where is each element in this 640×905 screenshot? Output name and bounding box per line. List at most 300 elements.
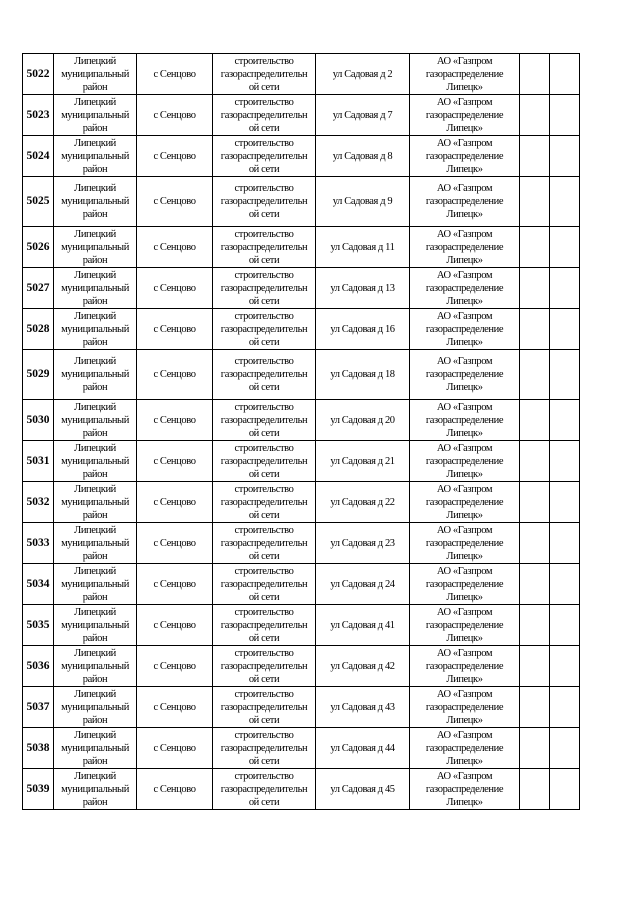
district-cell-line: район (82, 382, 108, 393)
organization-cell (410, 728, 520, 769)
object-cell (213, 482, 316, 523)
organization-cell (410, 769, 520, 810)
organization-cell-line: АО «Газпром (436, 524, 493, 536)
empty-cell (520, 227, 550, 268)
district-cell-line: муниципальный (61, 68, 129, 80)
organization-cell-line: АО «Газпром (436, 565, 493, 577)
table-row (23, 728, 580, 769)
object-cell-line: газораспределительн (220, 742, 308, 754)
district-cell-line: Липецкий (74, 310, 116, 322)
empty-cell (550, 309, 580, 350)
organization-cell-line: АО «Газпром (436, 688, 493, 700)
empty-cell (520, 268, 550, 309)
object-cell-line: газораспределительн (220, 496, 308, 508)
empty-cell (550, 523, 580, 564)
organization-cell (410, 482, 520, 523)
row-number-cell: 5034 (23, 564, 54, 605)
district-cell-line: Липецкий (74, 524, 116, 536)
district-cell-line: муниципальный (61, 109, 129, 121)
row-number-cell: 5030 (23, 400, 54, 441)
table-row (23, 769, 580, 810)
district-cell-line: Липецкий (74, 606, 116, 618)
district-cell-line: район (82, 295, 108, 307)
empty-cell (550, 728, 580, 769)
district-cell (54, 136, 137, 177)
object-cell-line: ой сети (248, 336, 280, 348)
empty-cell (520, 687, 550, 728)
object-cell-line: строительство (234, 442, 294, 454)
district-cell (54, 482, 137, 523)
district-cell (54, 441, 137, 482)
object-cell-line: ой сети (248, 254, 280, 266)
row-number-cell: 5028 (23, 309, 54, 350)
object-cell-line: газораспределительн (220, 578, 308, 590)
table-row (23, 136, 580, 177)
table-row (23, 309, 580, 350)
row-number-cell: 5029 (23, 350, 54, 400)
object-cell-line: ой сети (248, 591, 280, 603)
district-cell-line: район (82, 714, 108, 726)
village-cell: с Сенцово (137, 605, 213, 646)
empty-cell (520, 350, 550, 400)
district-cell (54, 350, 137, 400)
address-cell: ул Садовая д 45 (316, 769, 410, 810)
table-row (23, 54, 580, 95)
organization-cell-line: газораспределение (425, 109, 504, 121)
village-cell: с Сенцово (137, 309, 213, 350)
district-cell (54, 523, 137, 564)
object-cell-line: строительство (234, 729, 294, 741)
organization-cell-line: Липецк» (446, 755, 483, 767)
village-cell: с Сенцово (137, 687, 213, 728)
organization-cell-line: газораспределение (425, 783, 504, 795)
district-cell (54, 95, 137, 136)
object-cell (213, 309, 316, 350)
empty-cell (520, 482, 550, 523)
object-cell-line: ой сети (248, 209, 280, 220)
object-cell-line: газораспределительн (220, 660, 308, 672)
row-number-cell: 5026 (23, 227, 54, 268)
organization-cell-line: газораспределение (425, 742, 504, 754)
object-cell (213, 523, 316, 564)
object-cell-line: ой сети (248, 382, 280, 393)
organization-cell-line: газораспределение (425, 282, 504, 294)
table-row (23, 646, 580, 687)
district-cell-line: район (82, 673, 108, 685)
organization-cell (410, 523, 520, 564)
empty-cell (550, 769, 580, 810)
organization-cell-line: Липецк» (446, 714, 483, 726)
object-cell-line: ой сети (248, 755, 280, 767)
organization-cell (410, 54, 520, 95)
village-cell: с Сенцово (137, 227, 213, 268)
empty-cell (550, 400, 580, 441)
district-cell-line: район (82, 509, 108, 521)
organization-cell (410, 177, 520, 227)
district-cell-line: Липецкий (74, 483, 116, 495)
empty-cell (520, 605, 550, 646)
village-cell: с Сенцово (137, 646, 213, 687)
table-row (23, 605, 580, 646)
organization-cell-line: Липецк» (446, 382, 483, 393)
row-number-cell: 5022 (23, 54, 54, 95)
empty-cell (550, 687, 580, 728)
object-cell-line: строительство (234, 228, 294, 240)
object-cell-line: строительство (234, 55, 294, 67)
object-cell-line: строительство (234, 356, 294, 367)
object-cell-line: газораспределительн (220, 282, 308, 294)
village-cell: с Сенцово (137, 350, 213, 400)
empty-cell (520, 441, 550, 482)
object-cell (213, 441, 316, 482)
organization-cell (410, 309, 520, 350)
district-cell-line: муниципальный (61, 701, 129, 713)
table-row (23, 95, 580, 136)
organization-cell-line: Липецк» (446, 550, 483, 562)
row-number-cell: 5023 (23, 95, 54, 136)
address-cell: ул Садовая д 2 (316, 54, 410, 95)
organization-cell-line: АО «Газпром (436, 55, 493, 67)
object-cell-line: строительство (234, 401, 294, 413)
empty-cell (550, 605, 580, 646)
object-cell-line: строительство (234, 483, 294, 495)
object-cell-line: строительство (234, 688, 294, 700)
district-cell (54, 728, 137, 769)
village-cell: с Сенцово (137, 400, 213, 441)
empty-cell (550, 95, 580, 136)
district-cell-line: Липецкий (74, 688, 116, 700)
district-cell (54, 400, 137, 441)
object-cell (213, 400, 316, 441)
district-cell-line: Липецкий (74, 183, 116, 194)
organization-cell-line: Липецк» (446, 295, 483, 307)
object-cell-line: строительство (234, 137, 294, 149)
address-cell: ул Садовая д 11 (316, 227, 410, 268)
organization-cell-line: Липецк» (446, 673, 483, 685)
address-cell: ул Садовая д 22 (316, 482, 410, 523)
address-cell: ул Садовая д 18 (316, 350, 410, 400)
object-cell-line: газораспределительн (220, 455, 308, 467)
object-cell-line: ой сети (248, 295, 280, 307)
object-cell-line: газораспределительн (220, 150, 308, 162)
district-cell (54, 564, 137, 605)
row-number-cell: 5038 (23, 728, 54, 769)
organization-cell-line: газораспределение (425, 660, 504, 672)
row-number-cell: 5032 (23, 482, 54, 523)
object-cell (213, 605, 316, 646)
district-cell-line: муниципальный (61, 282, 129, 294)
table-row (23, 687, 580, 728)
object-cell-line: газораспределительн (220, 537, 308, 549)
district-cell-line: муниципальный (61, 323, 129, 335)
row-number-cell: 5027 (23, 268, 54, 309)
organization-cell-line: газораспределение (425, 323, 504, 335)
row-number-cell: 5036 (23, 646, 54, 687)
organization-cell-line: газораспределение (425, 537, 504, 549)
empty-cell (520, 309, 550, 350)
district-cell (54, 605, 137, 646)
object-cell-line: ой сети (248, 714, 280, 726)
district-cell (54, 268, 137, 309)
district-cell (54, 687, 137, 728)
address-cell: ул Садовая д 23 (316, 523, 410, 564)
object-cell-line: ой сети (248, 468, 280, 480)
organization-cell-line: АО «Газпром (436, 183, 493, 194)
district-cell-line: Липецкий (74, 356, 116, 367)
address-cell: ул Садовая д 43 (316, 687, 410, 728)
organization-cell-line: газораспределение (425, 414, 504, 426)
organization-cell (410, 687, 520, 728)
organization-cell-line: АО «Газпром (436, 647, 493, 659)
empty-cell (520, 136, 550, 177)
organization-cell-line: АО «Газпром (436, 770, 493, 782)
village-cell: с Сенцово (137, 268, 213, 309)
empty-cell (550, 482, 580, 523)
district-cell-line: муниципальный (61, 660, 129, 672)
table-row (23, 268, 580, 309)
empty-cell (520, 523, 550, 564)
row-number-cell: 5037 (23, 687, 54, 728)
organization-cell (410, 605, 520, 646)
organization-cell (410, 564, 520, 605)
address-cell: ул Садовая д 44 (316, 728, 410, 769)
address-cell: ул Садовая д 42 (316, 646, 410, 687)
table-row (23, 564, 580, 605)
object-cell-line: строительство (234, 647, 294, 659)
object-cell-line: ой сети (248, 509, 280, 521)
empty-cell (550, 350, 580, 400)
organization-cell-line: АО «Газпром (436, 401, 493, 413)
district-cell-line: Липецкий (74, 228, 116, 240)
object-cell (213, 95, 316, 136)
district-cell (54, 54, 137, 95)
object-cell (213, 268, 316, 309)
object-cell-line: строительство (234, 524, 294, 536)
empty-cell (550, 441, 580, 482)
district-cell-line: район (82, 796, 108, 808)
district-cell-line: Липецкий (74, 729, 116, 741)
object-cell-line: газораспределительн (220, 68, 308, 80)
object-cell-line: газораспределительн (220, 196, 308, 207)
object-cell (213, 227, 316, 268)
object-cell-line: ой сети (248, 163, 280, 175)
district-cell-line: район (82, 755, 108, 767)
address-cell: ул Садовая д 41 (316, 605, 410, 646)
district-cell-line: район (82, 468, 108, 480)
object-cell-line: газораспределительн (220, 369, 308, 380)
organization-cell-line: АО «Газпром (436, 310, 493, 322)
empty-cell (520, 95, 550, 136)
row-number-cell: 5024 (23, 136, 54, 177)
district-cell (54, 177, 137, 227)
village-cell: с Сенцово (137, 482, 213, 523)
object-cell-line: строительство (234, 770, 294, 782)
organization-cell-line: Липецк» (446, 254, 483, 266)
empty-cell (520, 564, 550, 605)
organization-cell-line: Липецк» (446, 796, 483, 808)
object-cell (213, 350, 316, 400)
village-cell: с Сенцово (137, 523, 213, 564)
empty-cell (550, 54, 580, 95)
village-cell: с Сенцово (137, 564, 213, 605)
object-cell-line: ой сети (248, 796, 280, 808)
district-cell-line: район (82, 254, 108, 266)
organization-cell-line: Липецк» (446, 81, 483, 93)
district-cell-line: муниципальный (61, 414, 129, 426)
district-cell-line: муниципальный (61, 369, 129, 380)
district-cell (54, 309, 137, 350)
district-cell-line: муниципальный (61, 196, 129, 207)
object-cell-line: газораспределительн (220, 323, 308, 335)
object-cell-line: ой сети (248, 81, 280, 93)
organization-cell-line: АО «Газпром (436, 356, 493, 367)
district-cell-line: Липецкий (74, 401, 116, 413)
organization-cell-line: АО «Газпром (436, 442, 493, 454)
address-cell: ул Садовая д 24 (316, 564, 410, 605)
object-cell (213, 646, 316, 687)
object-cell (213, 728, 316, 769)
district-cell-line: Липецкий (74, 647, 116, 659)
empty-cell (550, 268, 580, 309)
district-cell-line: район (82, 427, 108, 439)
village-cell: с Сенцово (137, 728, 213, 769)
table-body (23, 54, 580, 810)
organization-cell-line: Липецк» (446, 509, 483, 521)
organization-cell-line: газораспределение (425, 150, 504, 162)
organization-cell (410, 268, 520, 309)
organization-cell-line: АО «Газпром (436, 228, 493, 240)
empty-cell (550, 177, 580, 227)
empty-cell (520, 400, 550, 441)
organization-cell-line: газораспределение (425, 68, 504, 80)
district-cell-line: район (82, 209, 108, 220)
organization-cell (410, 227, 520, 268)
organization-cell-line: Липецк» (446, 632, 483, 644)
organization-cell-line: Липецк» (446, 122, 483, 134)
district-cell-line: муниципальный (61, 578, 129, 590)
address-cell: ул Садовая д 16 (316, 309, 410, 350)
organization-cell (410, 400, 520, 441)
row-number-cell: 5035 (23, 605, 54, 646)
village-cell: с Сенцово (137, 95, 213, 136)
organization-cell-line: Липецк» (446, 209, 483, 220)
object-cell-line: ой сети (248, 673, 280, 685)
district-cell-line: муниципальный (61, 619, 129, 631)
district-cell (54, 769, 137, 810)
organization-cell (410, 646, 520, 687)
organization-cell-line: АО «Газпром (436, 269, 493, 281)
organization-cell-line: АО «Газпром (436, 137, 493, 149)
district-cell-line: район (82, 122, 108, 134)
district-cell-line: Липецкий (74, 269, 116, 281)
object-cell-line: газораспределительн (220, 619, 308, 631)
empty-cell (520, 54, 550, 95)
district-cell-line: муниципальный (61, 537, 129, 549)
object-cell-line: строительство (234, 183, 294, 194)
registry-table (22, 53, 580, 810)
district-cell-line: район (82, 336, 108, 348)
district-cell-line: муниципальный (61, 241, 129, 253)
district-cell-line: район (82, 632, 108, 644)
object-cell (213, 769, 316, 810)
district-cell-line: район (82, 81, 108, 93)
organization-cell-line: АО «Газпром (436, 96, 493, 108)
object-cell-line: газораспределительн (220, 414, 308, 426)
organization-cell-line: АО «Газпром (436, 606, 493, 618)
object-cell (213, 54, 316, 95)
organization-cell-line: газораспределение (425, 701, 504, 713)
organization-cell-line: Липецк» (446, 163, 483, 175)
row-number-cell: 5031 (23, 441, 54, 482)
object-cell-line: ой сети (248, 122, 280, 134)
table-row (23, 227, 580, 268)
village-cell: с Сенцово (137, 54, 213, 95)
village-cell: с Сенцово (137, 136, 213, 177)
table-row (23, 177, 580, 227)
organization-cell (410, 95, 520, 136)
empty-cell (550, 646, 580, 687)
object-cell-line: строительство (234, 606, 294, 618)
object-cell-line: ой сети (248, 550, 280, 562)
organization-cell-line: газораспределение (425, 619, 504, 631)
object-cell-line: строительство (234, 269, 294, 281)
organization-cell-line: Липецк» (446, 336, 483, 348)
object-cell (213, 136, 316, 177)
organization-cell (410, 136, 520, 177)
object-cell (213, 564, 316, 605)
row-number-cell: 5025 (23, 177, 54, 227)
object-cell-line: строительство (234, 310, 294, 322)
district-cell-line: Липецкий (74, 96, 116, 108)
table-row (23, 400, 580, 441)
organization-cell-line: газораспределение (425, 241, 504, 253)
organization-cell-line: АО «Газпром (436, 729, 493, 741)
table-row (23, 523, 580, 564)
village-cell: с Сенцово (137, 441, 213, 482)
organization-cell (410, 441, 520, 482)
table-row (23, 350, 580, 400)
object-cell (213, 687, 316, 728)
district-cell-line: муниципальный (61, 455, 129, 467)
district-cell-line: район (82, 591, 108, 603)
address-cell: ул Садовая д 20 (316, 400, 410, 441)
table-row (23, 482, 580, 523)
organization-cell-line: газораспределение (425, 578, 504, 590)
object-cell-line: газораспределительн (220, 109, 308, 121)
empty-cell (550, 136, 580, 177)
row-number-cell: 5039 (23, 769, 54, 810)
district-cell-line: Липецкий (74, 137, 116, 149)
organization-cell-line: газораспределение (425, 496, 504, 508)
object-cell-line: газораспределительн (220, 701, 308, 713)
document-page (22, 53, 579, 810)
organization-cell-line: АО «Газпром (436, 483, 493, 495)
address-cell: ул Садовая д 9 (316, 177, 410, 227)
empty-cell (520, 646, 550, 687)
organization-cell-line: Липецк» (446, 468, 483, 480)
district-cell-line: муниципальный (61, 150, 129, 162)
organization-cell-line: газораспределение (425, 196, 504, 207)
village-cell: с Сенцово (137, 769, 213, 810)
organization-cell-line: газораспределение (425, 455, 504, 467)
empty-cell (520, 728, 550, 769)
empty-cell (550, 227, 580, 268)
district-cell-line: район (82, 550, 108, 562)
empty-cell (550, 564, 580, 605)
row-number-cell: 5033 (23, 523, 54, 564)
address-cell: ул Садовая д 7 (316, 95, 410, 136)
district-cell-line: Липецкий (74, 565, 116, 577)
